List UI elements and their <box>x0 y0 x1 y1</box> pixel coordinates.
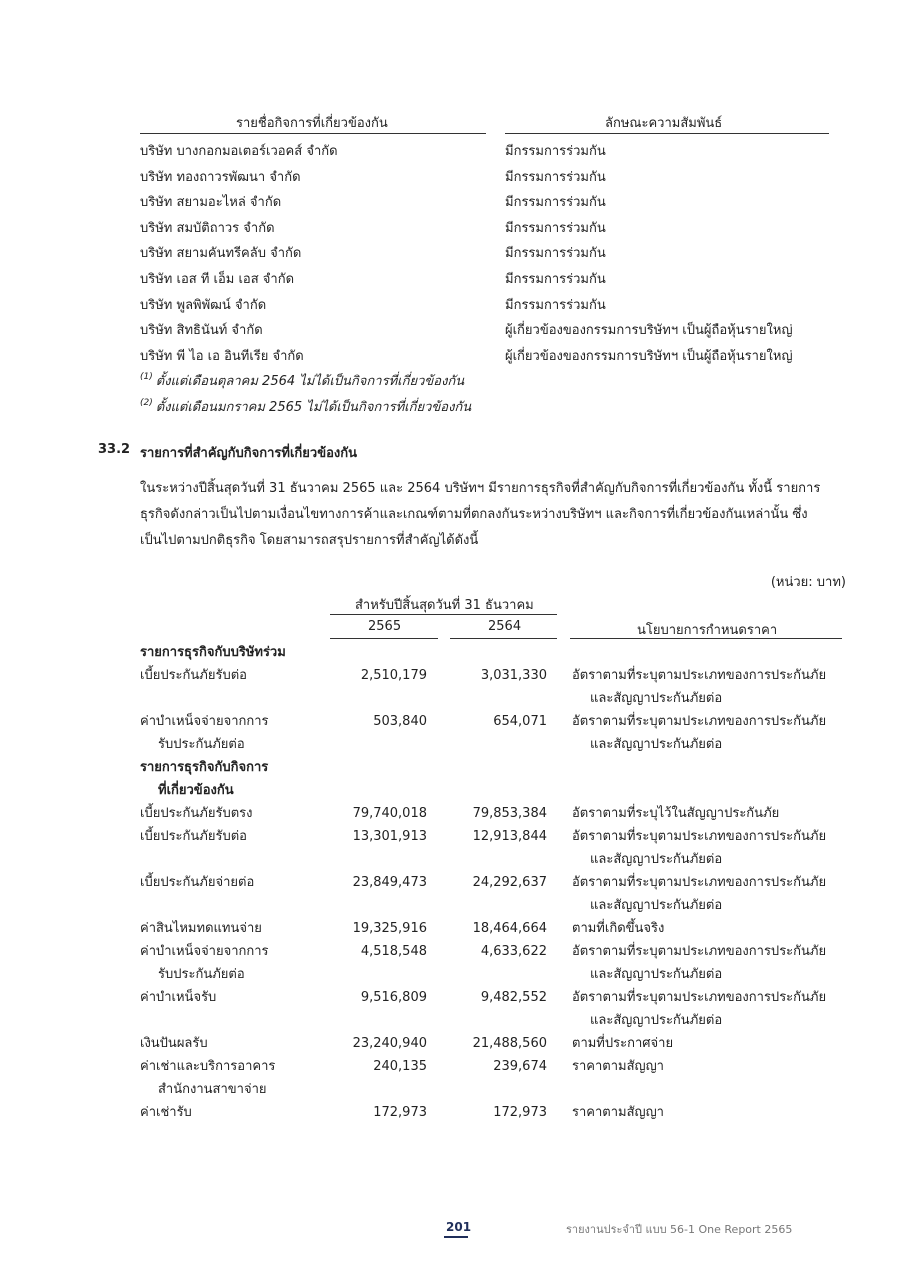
pricing-policy <box>572 664 826 710</box>
relationship-type: มีกรรมการร่วมกัน <box>505 220 606 236</box>
row-label <box>140 1055 275 1102</box>
page-number: 201 <box>446 1220 472 1234</box>
row-label-line: ค่าเช่าและบริการอาคาร <box>140 1059 276 1074</box>
pricing-policy-line: และสัญญาประกันภัยต่อ <box>590 852 723 867</box>
pricing-policy-line: อัตราตามที่ระบุตามประเภทของการประกันภัย <box>572 944 827 959</box>
table-row <box>0 871 906 917</box>
relationship-type: มีกรรมการร่วมกัน <box>505 246 606 262</box>
pricing-policy <box>572 710 826 756</box>
pricing-policy-line: อัตราตามที่ระบุตามประเภทของการประกันภัย <box>572 875 827 890</box>
relation-row <box>0 294 906 318</box>
row-label-line: เบี้ยประกันภัยจ่ายต่อ <box>140 875 255 890</box>
relationship-type: ผู้เกี่ยวข้องของกรรมการบริษัทฯ เป็นผู้ถือหุ้นรายใหญ่ <box>505 323 793 339</box>
page-number-underline <box>444 1236 468 1238</box>
relation-row <box>0 319 906 343</box>
relation-row <box>0 345 906 369</box>
policy-header: นโยบายการกำหนดราคา <box>637 623 778 638</box>
row-label <box>140 641 286 664</box>
pricing-policy <box>572 871 826 917</box>
pricing-policy <box>572 825 826 871</box>
row-label <box>140 1101 192 1124</box>
unit-label: (หน่วย: บาท) <box>770 575 846 590</box>
value-2564: 79,853,384 <box>472 806 547 821</box>
relationship-type: มีกรรมการร่วมกัน <box>505 144 606 159</box>
row-label <box>140 871 254 894</box>
value-2565: 240,135 <box>373 1059 427 1074</box>
relation-row <box>0 268 906 292</box>
year-2565-rule <box>330 638 438 639</box>
value-2565: 23,240,940 <box>352 1036 427 1051</box>
pricing-policy <box>572 1101 664 1124</box>
table-row <box>0 940 906 986</box>
footnote <box>140 396 471 417</box>
row-label <box>140 986 216 1009</box>
pricing-policy-line: ตามที่ประกาศจ่าย <box>572 1036 674 1051</box>
pricing-policy-line: และสัญญาประกันภัยต่อ <box>590 1013 723 1028</box>
pricing-policy-line: อัตราตามที่ระบุตามประเภทของการประกันภัย <box>572 714 827 729</box>
related-company-name: บริษัท บางกอกมอเตอร์เวอคส์ จำกัด <box>140 144 338 159</box>
paragraph-line: ในระหว่างปีสิ้นสุดวันที่ 31 ธันวาคม 2565 และ 2564 บริษัทฯ มีรายการธุรกิจที่สำคัญกับกิจการที่เกี่ยวข้องกัน ทั้งนี้ รายการ <box>140 481 821 496</box>
relation-row <box>0 242 906 266</box>
relations-header-name: รายชื่อกิจการที่เกี่ยวข้องกัน <box>236 116 388 131</box>
policy-rule <box>570 638 842 639</box>
table-row <box>0 825 906 871</box>
period-header: สำหรับปีสิ้นสุดวันที่ 31 ธันวาคม <box>355 598 534 613</box>
value-2565: 79,740,018 <box>352 806 427 821</box>
table-row <box>0 802 906 825</box>
pricing-policy <box>572 1032 673 1055</box>
table-row <box>0 1055 906 1101</box>
related-company-name: บริษัท เอส ที เอ็ม เอส จำกัด <box>140 272 295 287</box>
pricing-policy-line: ราคาตามสัญญา <box>572 1059 664 1074</box>
row-label-line: ค่าเช่ารับ <box>140 1105 192 1120</box>
related-company-name: บริษัท พี ไอ เอ อินทีเรีย จำกัด <box>140 348 304 364</box>
table-row <box>0 664 906 710</box>
related-company-name: บริษัท สมบัติถาวร จำกัด <box>140 220 275 236</box>
relationship-type: มีกรรมการร่วมกัน <box>505 195 606 211</box>
value-2564: 3,031,330 <box>480 668 547 683</box>
row-label-line: ค่าสินไหมทดแทนจ่าย <box>140 921 262 936</box>
value-2565: 503,840 <box>373 714 427 729</box>
footnote <box>140 370 464 391</box>
pricing-policy <box>572 1055 664 1078</box>
row-label <box>140 710 269 757</box>
footnote-text: ตั้งแต่เดือนมกราคม 2565 ไม่ได้เป็นกิจการที่เกี่ยวข้องกัน <box>155 400 472 415</box>
row-label <box>140 664 247 687</box>
relationship-type: มีกรรมการร่วมกัน <box>505 272 606 287</box>
value-2564: 172,973 <box>493 1105 547 1120</box>
table-row <box>0 1101 906 1124</box>
table-row <box>0 917 906 940</box>
related-company-name: บริษัท สยามคันทรีคลับ จำกัด <box>140 246 302 262</box>
relationship-type: มีกรรมการร่วมกัน <box>505 297 606 313</box>
section-paragraph <box>140 476 840 554</box>
pricing-policy <box>572 986 826 1032</box>
footnote-text: ตั้งแต่เดือนตุลาคม 2564 ไม่ได้เป็นกิจการที่เกี่ยวข้องกัน <box>155 374 465 389</box>
pricing-policy <box>572 940 826 986</box>
relations-header-relation: ลักษณะความสัมพันธ์ <box>605 116 723 131</box>
relations-header-rule-left <box>140 133 486 134</box>
row-label-line: ค่าบำเหน็จจ่ายจากการ <box>140 944 269 959</box>
related-company-name: บริษัท สยามอะไหล่ จำกัด <box>140 195 282 211</box>
value-2564: 21,488,560 <box>472 1036 547 1051</box>
pricing-policy-line: และสัญญาประกันภัยต่อ <box>590 967 723 982</box>
value-2565: 19,325,916 <box>352 921 427 936</box>
row-label-line: ที่เกี่ยวข้องกัน <box>158 783 234 798</box>
value-2564: 18,464,664 <box>472 921 547 936</box>
value-2565: 13,301,913 <box>352 829 427 844</box>
value-2564: 12,913,844 <box>472 829 547 844</box>
value-2565: 9,516,809 <box>360 990 427 1005</box>
pricing-policy-line: และสัญญาประกันภัยต่อ <box>590 898 723 913</box>
pricing-policy-line: อัตราตามที่ระบุตามประเภทของการประกันภัย <box>572 668 827 683</box>
value-2565: 2,510,179 <box>360 668 427 683</box>
relationship-type: ผู้เกี่ยวข้องของกรรมการบริษัทฯ เป็นผู้ถือหุ้นรายใหญ่ <box>505 348 793 364</box>
pricing-policy-line: ตามที่เกิดขึ้นจริง <box>572 921 665 936</box>
pricing-policy-line: และสัญญาประกันภัยต่อ <box>590 691 723 706</box>
table-section-heading <box>0 641 906 664</box>
footnote-mark: (1) <box>140 372 153 382</box>
row-label <box>140 825 247 848</box>
paragraph-line: ธุรกิจดังกล่าวเป็นไปตามเงื่อนไขทางการค้าและเกณฑ์ตามที่ตกลงกันระหว่างบริษัทฯ และกิจการที่เกี่ยวข้องกันเหล่านั้น ซึ่ง <box>140 507 808 522</box>
relations-header-rule-right <box>505 133 829 134</box>
relation-row <box>0 217 906 241</box>
relationship-type: มีกรรมการร่วมกัน <box>505 169 606 185</box>
report-title: รายงานประจำปี แบบ 56-1 One Report 2565 <box>566 1223 793 1236</box>
pricing-policy-line: อัตราตามที่ระบุตามประเภทของการประกันภัย <box>572 829 827 844</box>
table-row <box>0 1032 906 1055</box>
value-2564: 24,292,637 <box>472 875 547 890</box>
table-section-heading <box>0 756 906 802</box>
year-2564-rule <box>450 638 557 639</box>
related-company-name: บริษัท สิทธินันท์ จำกัด <box>140 323 263 339</box>
row-label-line: สำนักงานสาขาจ่าย <box>158 1082 267 1097</box>
section-title: รายการที่สำคัญกับกิจการที่เกี่ยวข้องกัน <box>140 446 357 461</box>
value-2564: 654,071 <box>493 714 547 729</box>
row-label-line: รายการธุรกิจกับบริษัทร่วม <box>140 645 286 660</box>
value-2565: 23,849,473 <box>352 875 427 890</box>
value-2564: 4,633,622 <box>480 944 547 959</box>
footnote-mark: (2) <box>140 398 153 408</box>
row-label-line: เบี้ยประกันภัยรับตรง <box>140 806 253 821</box>
paragraph-line: เป็นไปตามปกติธุรกิจ โดยสามารถสรุปรายการที่สำคัญได้ดังนี้ <box>140 533 479 548</box>
row-label <box>140 802 252 825</box>
row-label <box>140 917 262 940</box>
pricing-policy-line: อัตราตามที่ระบุตามประเภทของการประกันภัย <box>572 990 827 1005</box>
year-2564-header: 2564 <box>488 619 522 634</box>
value-2564: 9,482,552 <box>480 990 547 1005</box>
related-company-name: บริษัท พูลพิพัฒน์ จำกัด <box>140 297 267 313</box>
relation-row <box>0 166 906 190</box>
relation-row <box>0 191 906 215</box>
table-row <box>0 710 906 756</box>
row-label-line: รับประกันภัยต่อ <box>158 967 245 982</box>
pricing-policy-line: ราคาตามสัญญา <box>572 1105 664 1120</box>
row-label-line: รับประกันภัยต่อ <box>158 737 245 752</box>
value-2564: 239,674 <box>493 1059 547 1074</box>
pricing-policy <box>572 917 664 940</box>
pricing-policy <box>572 802 779 825</box>
related-company-name: บริษัท ทองถาวรพัฒนา จำกัด <box>140 169 301 185</box>
row-label <box>140 1032 208 1055</box>
row-label <box>140 940 269 987</box>
row-label-line: เบี้ยประกันภัยรับต่อ <box>140 668 247 683</box>
value-2565: 172,973 <box>373 1105 427 1120</box>
section-number: 33.2 <box>98 442 131 457</box>
row-label-line: ค่าบำเหน็จจ่ายจากการ <box>140 714 269 729</box>
pricing-policy-line: อัตราตามที่ระบุไว้ในสัญญาประกันภัย <box>572 806 780 821</box>
row-label-line: ค่าบำเหน็จรับ <box>140 990 217 1005</box>
value-2565: 4,518,548 <box>360 944 427 959</box>
row-label-line: รายการธุรกิจกับกิจการ <box>140 760 269 775</box>
relation-row <box>0 140 906 164</box>
year-2565-header: 2565 <box>368 619 402 634</box>
row-label-line: เบี้ยประกันภัยรับต่อ <box>140 829 247 844</box>
row-label <box>140 756 268 803</box>
pricing-policy-line: และสัญญาประกันภัยต่อ <box>590 737 723 752</box>
row-label-line: เงินปันผลรับ <box>140 1036 208 1051</box>
table-row <box>0 986 906 1032</box>
period-header-rule <box>330 614 557 615</box>
